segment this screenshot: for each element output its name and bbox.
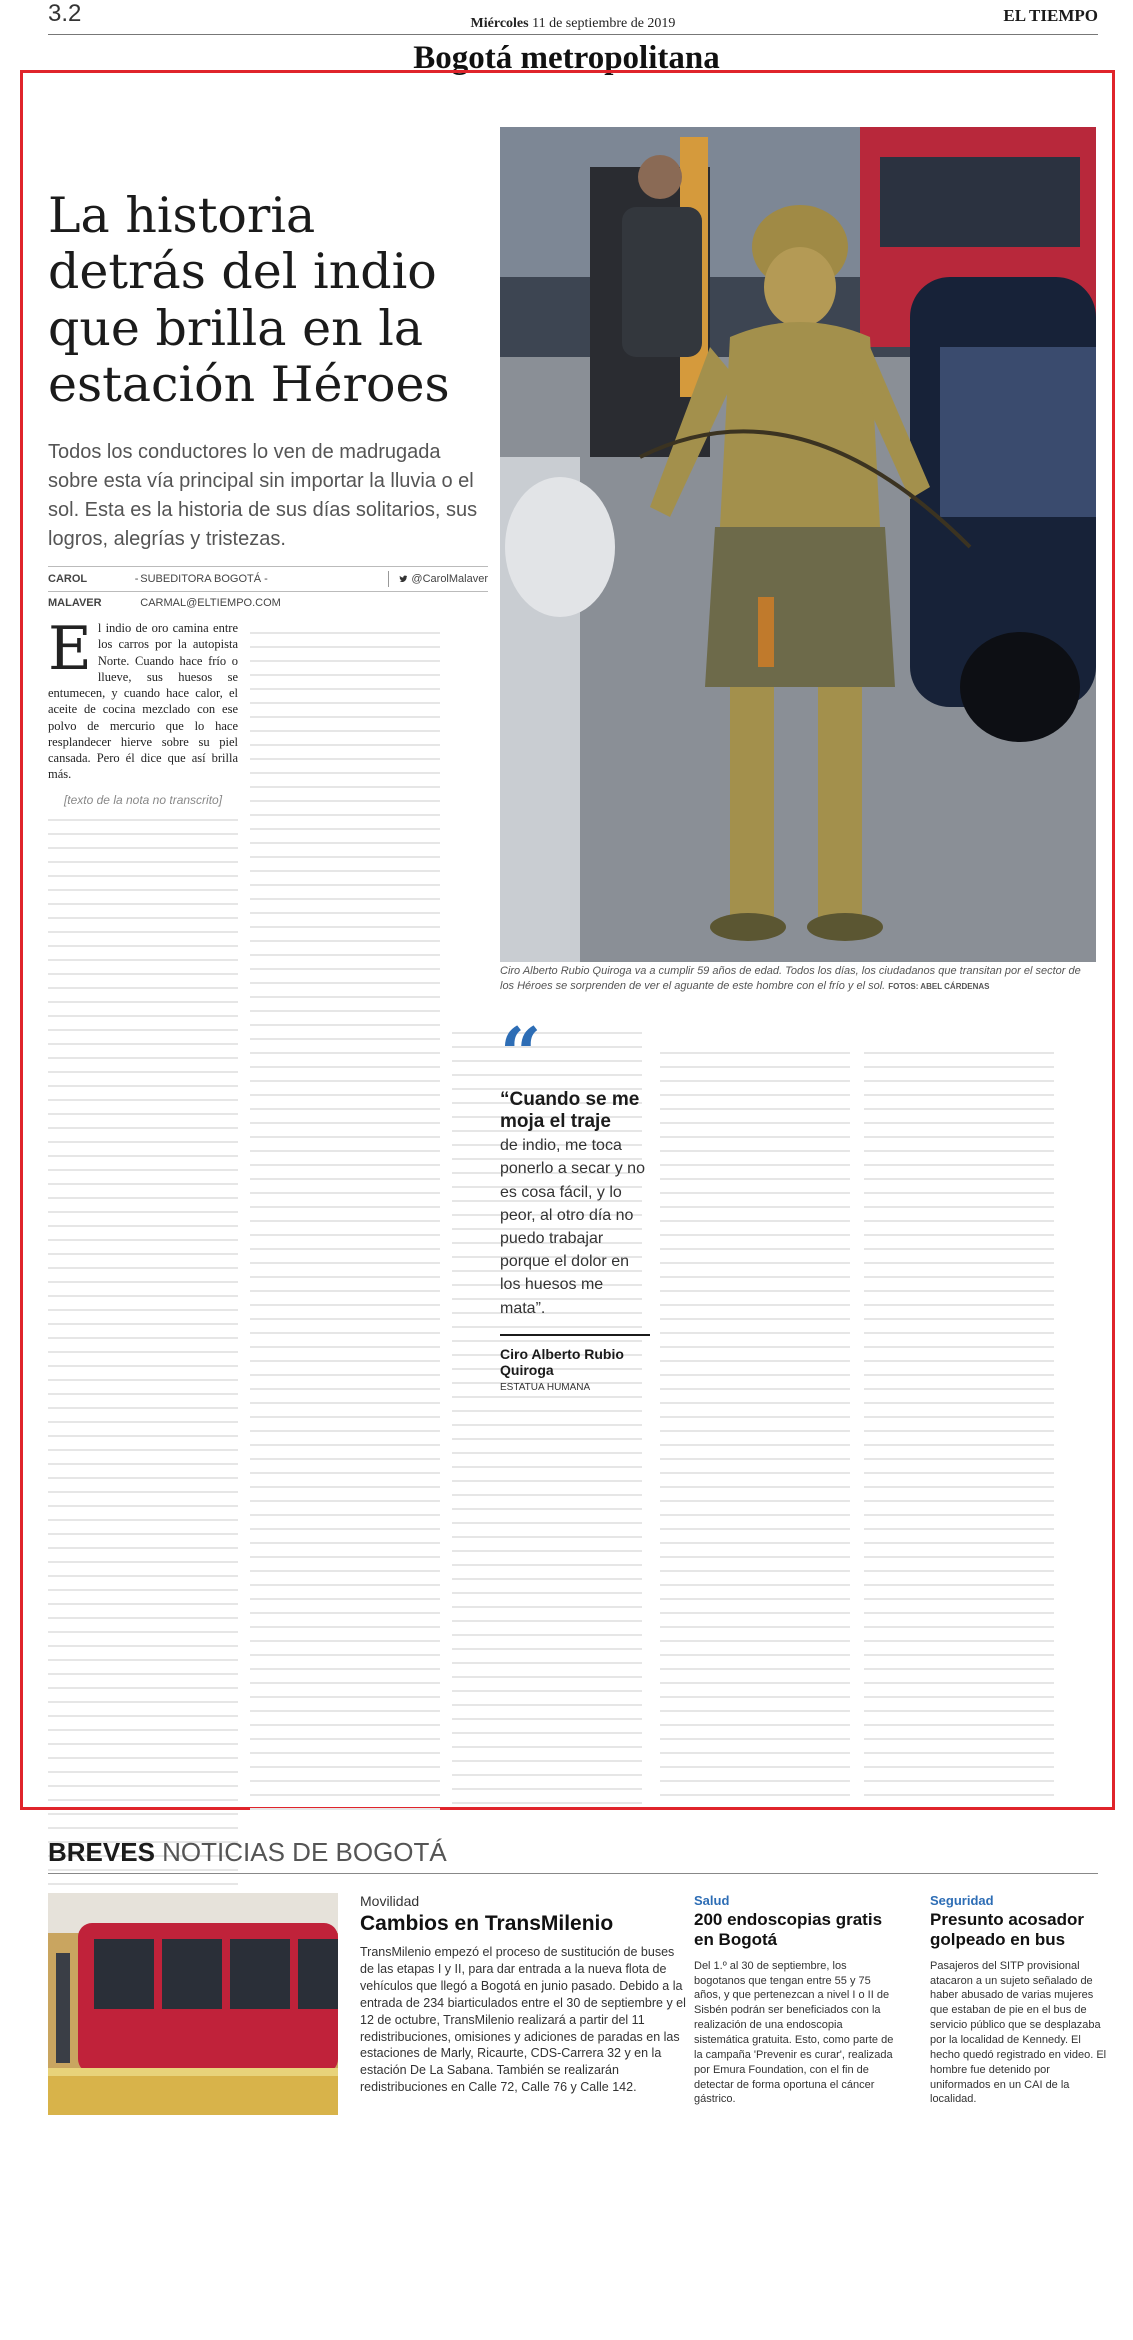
byline-twitter-handle: @CarolMalaver	[411, 573, 488, 585]
article-opening-text: l indio de oro camina entre los carros por la autopista Norte. Cuando hace frío o llueve, sus huesos se entumecen, y cuando hace calor, el aceite de cocina mezclado con ese polvo de mercurio que lo hace resplandecer hierve sobre su piel cansada. Pero él dice que así brilla más.	[48, 621, 238, 782]
folio-divider	[48, 34, 1098, 35]
breve-kicker: Salud	[694, 1893, 730, 1908]
issue-date	[48, 16, 1098, 32]
dropcap: E	[48, 614, 92, 684]
twitter-icon	[399, 574, 408, 584]
pull-quote	[500, 1011, 650, 1394]
issue-date-rest: 11 de septiembre de 2019	[532, 16, 676, 31]
page-number: 3.2	[48, 0, 82, 27]
breve-item	[360, 1893, 690, 2096]
issue-date-day: Miércoles	[470, 16, 529, 31]
page-folio	[48, 0, 1098, 30]
breve-text: TransMilenio empezó el proceso de sustitución de buses de las etapas I y II, para dar entrada a la nueva flota de vehículos que llegó a Bogotá en junio pasado. Debido a la entrada de 234 biarticulados entre el 30 de septiembre y el 12 de octubre, TransMilenio realizará a partir del 11 redistribuciones, omisiones y adiciones de paradas en las estaciones de Marly, Ricaurte, CDS-Carrera 32 y en la estación De La Sabana. También se realizarán redistribuciones en Calle 72, Calle 76 y Calle 142.	[360, 1945, 686, 2095]
breves-label: BREVES	[48, 1837, 155, 1867]
article-column	[660, 1040, 850, 1785]
masthead-logo: EL TIEMPO	[1003, 6, 1098, 25]
pull-quote-source-name: Ciro Alberto Rubio Quiroga	[500, 1345, 624, 1379]
breve-title: Presunto acosador golpeado en bus	[930, 1910, 1084, 1950]
body-text-placeholder	[660, 1052, 850, 1796]
byline-bar: CAROL MALAVER - SUBEDITORA BOGOTÁ - CARMAL@ELTIEMPO.COM @CarolMalaver	[48, 566, 488, 592]
article-opening-paragraph	[48, 614, 238, 783]
article-headline: La historia detrás del indio que brilla en la estación Héroes	[48, 187, 450, 414]
body-text-placeholder	[864, 1052, 1054, 1796]
breves-header	[48, 1830, 1098, 1874]
breve-text: Pasajeros del SITP provisional atacaron a un sujeto señalado de haber abusado de varias mujeres que estaban de pie en el bus de servicio público que se desplazaba por la localidad de Kennedy. El hecho quedó registrado en video. El hombre fue detenido por uniformados en un CAI de la localidad.	[930, 1959, 1107, 2106]
byline-detail: SUBEDITORA BOGOTÁ - CARMAL@ELTIEMPO.COM	[140, 573, 281, 609]
breve-text: Del 1.º al 30 de septiembre, los bogotanos que tengan entre 55 y 75 años, y que pertenezcan a nivel I o II de Sisbén podrán ser beneficiados con la realización de una endoscopia sistemática gratuita. Esto, como parte de la campaña 'Prevenir es curar', realizada por Emura Foundation, con el fin de detectar de forma oportuna el cáncer gástrico.	[694, 1959, 894, 2106]
breve-title: Cambios en TransMilenio	[360, 1912, 614, 1935]
article-column	[250, 620, 440, 1785]
pull-quote-divider	[500, 1334, 650, 1336]
body-text-placeholder	[48, 819, 238, 1927]
breve-item	[930, 1893, 1108, 2107]
article-deck: Todos los conductores lo ven de madrugada sobre esta vía principal sin importar la lluvia o el sol. Esta es la historia de sus días solitarios, sus logros, alegrías y tristezas.	[48, 441, 478, 550]
article-column	[48, 614, 238, 1785]
body-elided-note: [texto de la nota no transcrito]	[63, 792, 223, 807]
photo-caption-text: Ciro Alberto Rubio Quiroga va a cumplir 59 años de edad. Todos los días, los ciudadanos que transitan por el sector de los Héroes se sorprenden de ver el aguante de este hombre con el frío y el sol.	[500, 965, 1081, 992]
quote-mark-icon: “	[500, 1011, 542, 1096]
pull-quote-lead: “Cuando se me moja el traje	[500, 1088, 640, 1133]
breves-sublabel: NOTICIAS DE BOGOTÁ	[162, 1837, 447, 1867]
body-text-placeholder	[250, 632, 440, 1810]
article-column	[864, 1040, 1054, 1785]
section-title: Bogotá metropolitana	[413, 40, 720, 76]
pull-quote-source-role: ESTATUA HUMANA	[500, 1382, 591, 1394]
breve-item	[694, 1893, 894, 2107]
breve-kicker: Seguridad	[930, 1893, 994, 1908]
byline-divider	[388, 571, 389, 587]
transmilenio-photo	[48, 1893, 338, 2115]
byline-author: CAROL MALAVER	[48, 573, 102, 609]
photo-credit: FOTOS: ABEL CÁRDENAS	[888, 981, 990, 991]
pull-quote-body: de indio, me toca ponerlo a secar y no es cosa fácil, y lo peor, al otro día no puedo trabajar porque el dolor en los huesos me mata”.	[500, 1137, 645, 1317]
breve-title: 200 endoscopias gratis en Bogotá	[694, 1910, 883, 1950]
breve-kicker: Movilidad	[360, 1893, 420, 1909]
